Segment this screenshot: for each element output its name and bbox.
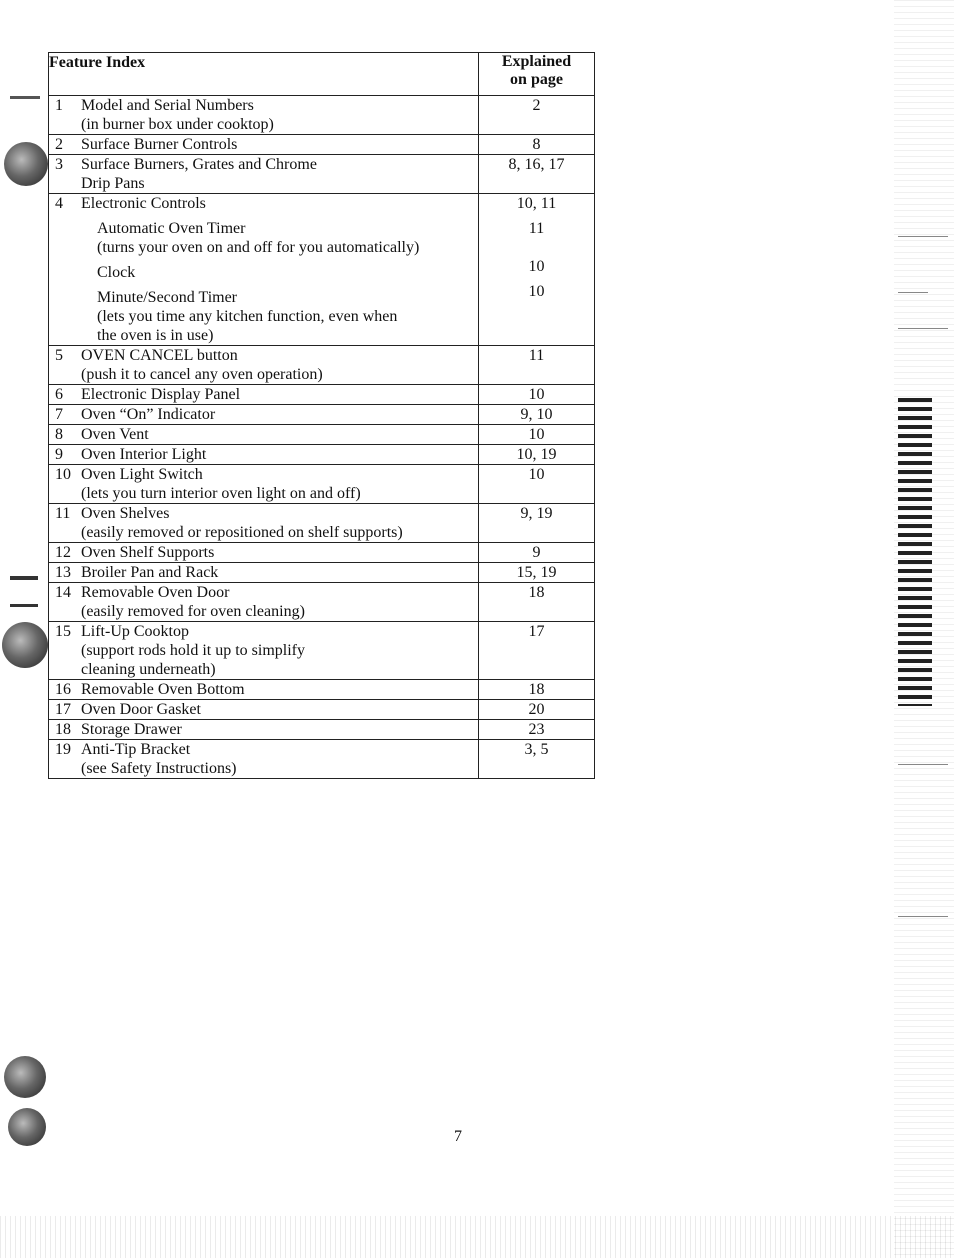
- table-row: [49, 543, 595, 563]
- page-cell: [479, 504, 595, 543]
- feature-cell: [49, 405, 479, 425]
- table-row: [49, 155, 595, 194]
- binding-mark: [10, 576, 38, 580]
- feature-line: [49, 155, 478, 174]
- punch-hole: [4, 142, 48, 186]
- feature-line: [49, 543, 478, 562]
- scan-tick: [898, 328, 948, 329]
- page-reference: 9: [532, 544, 541, 561]
- binding-mark: [10, 96, 40, 99]
- sub-feature-note: (lets you time any kitchen function, even when: [97, 308, 398, 325]
- table-row: [49, 700, 595, 720]
- page-reference: 11: [528, 347, 545, 364]
- feature-number: 18: [55, 721, 71, 738]
- table-row: [49, 563, 595, 583]
- page-cell: [479, 385, 595, 405]
- feature-line: [49, 622, 478, 641]
- feature-name: Electronic Display Panel: [81, 386, 241, 403]
- table-row: [49, 445, 595, 465]
- sub-feature-name: Automatic Oven Timer: [97, 220, 246, 237]
- feature-cell: [49, 583, 479, 622]
- feature-name: Oven Vent: [81, 426, 149, 443]
- punch-hole: [4, 1056, 46, 1098]
- feature-name: Oven Door Gasket: [81, 701, 201, 718]
- table-row: [49, 135, 595, 155]
- table-row: [49, 622, 595, 680]
- feature-name: Surface Burners, Grates and Chrome: [81, 156, 317, 173]
- scan-tick: [898, 236, 948, 237]
- feature-name: Lift-Up Cooktop: [81, 623, 189, 640]
- feature-number: 9: [55, 446, 63, 463]
- page-reference: 20: [528, 701, 545, 718]
- feature-line: [49, 425, 478, 444]
- feature-cell: [49, 740, 479, 779]
- feature-name: Oven Shelves: [81, 505, 170, 522]
- feature-line: [49, 135, 478, 154]
- feature-name: Oven “On” Indicator: [81, 406, 216, 423]
- feature-number: 5: [55, 347, 63, 364]
- sub-feature-note: (turns your oven on and off for you automatically): [97, 239, 420, 256]
- feature-number: 10: [55, 466, 71, 483]
- table-row: [49, 680, 595, 700]
- sub-feature: [49, 219, 478, 257]
- scan-bottom-noise: [0, 1216, 954, 1258]
- feature-note: cleaning underneath): [81, 661, 216, 678]
- feature-note: (lets you turn interior oven light on and off): [81, 485, 361, 502]
- punch-hole: [8, 1108, 46, 1146]
- sub-feature: [49, 288, 478, 345]
- table-row: [49, 504, 595, 543]
- page-reference: 10: [528, 386, 545, 403]
- feature-number: 3: [55, 156, 63, 173]
- feature-line: [49, 96, 478, 115]
- feature-note: (easily removed or repositioned on shelf supports): [81, 524, 403, 541]
- feature-number: 4: [55, 195, 63, 212]
- page-reference: 2: [532, 97, 541, 114]
- page-cell: [479, 346, 595, 385]
- feature-line: [49, 385, 478, 404]
- feature-name: Oven Shelf Supports: [81, 544, 215, 561]
- page-cell: [479, 155, 595, 194]
- page-cell: [479, 680, 595, 700]
- feature-cell: [49, 680, 479, 700]
- feature-number: 14: [55, 584, 71, 601]
- feature-number: 19: [55, 741, 71, 758]
- page-cell: [479, 135, 595, 155]
- feature-line: [49, 445, 478, 464]
- page-reference: 11: [528, 220, 545, 237]
- page-cell: [479, 96, 595, 135]
- page-cell: [479, 740, 595, 779]
- feature-line: [49, 194, 478, 213]
- feature-name: Broiler Pan and Rack: [81, 564, 219, 581]
- scan-tick: [898, 916, 948, 917]
- page-reference: 10, 19: [516, 446, 557, 463]
- scan-edge-marks: [898, 398, 932, 706]
- feature-cell: [49, 445, 479, 465]
- feature-name: OVEN CANCEL button: [81, 347, 238, 364]
- feature-cell: [49, 194, 479, 346]
- table-row: [49, 346, 595, 385]
- feature-cell: [49, 385, 479, 405]
- page-reference: 9, 10: [520, 406, 553, 423]
- feature-number: 15: [55, 623, 71, 640]
- feature-name: Oven Interior Light: [81, 446, 207, 463]
- page-reference: 15, 19: [516, 564, 557, 581]
- sub-feature-name: Minute/Second Timer: [97, 289, 238, 306]
- sub-feature-note: the oven is in use): [97, 327, 214, 344]
- table-row: [49, 465, 595, 504]
- feature-cell: [49, 543, 479, 563]
- feature-cell: [49, 96, 479, 135]
- page-cell: [479, 700, 595, 720]
- feature-note: (see Safety Instructions): [81, 760, 237, 777]
- feature-number: 12: [55, 544, 71, 561]
- feature-number: 6: [55, 386, 63, 403]
- table-header-row: [49, 53, 595, 96]
- feature-cell: [49, 622, 479, 680]
- feature-number: 16: [55, 681, 71, 698]
- page-reference: 10, 11: [516, 195, 557, 212]
- feature-name: Removable Oven Door: [81, 584, 230, 601]
- page-reference: 9, 19: [520, 505, 553, 522]
- page-cell: [479, 425, 595, 445]
- feature-number: 7: [55, 406, 63, 423]
- page-reference: 18: [528, 584, 545, 601]
- feature-line: [49, 405, 478, 424]
- feature-cell: [49, 720, 479, 740]
- page-cell: [479, 720, 595, 740]
- feature-name: Oven Light Switch: [81, 466, 203, 483]
- feature-number: 17: [55, 701, 71, 718]
- feature-line: [49, 465, 478, 484]
- feature-note: (in burner box under cooktop): [81, 116, 274, 133]
- page-number: 7: [454, 1128, 462, 1145]
- table-row: [49, 405, 595, 425]
- feature-line: [49, 680, 478, 699]
- feature-line: [49, 504, 478, 523]
- page-reference: 10: [528, 426, 545, 443]
- page-cell: [479, 622, 595, 680]
- page-cell: [479, 563, 595, 583]
- page-reference: 17: [528, 623, 545, 640]
- table-row: [49, 96, 595, 135]
- feature-line: [49, 740, 478, 759]
- page-cell: [479, 194, 595, 346]
- feature-index-header: Feature Index: [49, 53, 479, 96]
- explained-on-page-header: Explained on page: [479, 53, 595, 96]
- page-reference: 23: [528, 721, 545, 738]
- page-cell: [479, 445, 595, 465]
- page-reference: 3, 5: [524, 741, 549, 758]
- feature-cell: [49, 465, 479, 504]
- feature-number: 2: [55, 136, 63, 153]
- feature-index-table: [48, 52, 595, 779]
- page-reference: 10: [528, 283, 545, 300]
- page-reference: 8, 16, 17: [508, 156, 565, 173]
- table-row: [49, 425, 595, 445]
- page-reference: 10: [528, 258, 545, 275]
- table-row: [49, 583, 595, 622]
- feature-number: 13: [55, 564, 71, 581]
- scan-tick: [898, 292, 928, 293]
- page-reference: 8: [532, 136, 541, 153]
- feature-cell: [49, 425, 479, 445]
- page-reference: 18: [528, 681, 545, 698]
- feature-name: Storage Drawer: [81, 721, 182, 738]
- page-cell: [479, 583, 595, 622]
- page-cell: [479, 543, 595, 563]
- feature-number: 1: [55, 97, 63, 114]
- feature-line: [49, 583, 478, 602]
- table-row: [49, 720, 595, 740]
- feature-note: (support rods hold it up to simplify: [81, 642, 305, 659]
- page-reference: 10: [528, 466, 545, 483]
- feature-line: [49, 720, 478, 739]
- table-row: [49, 385, 595, 405]
- feature-number: 8: [55, 426, 63, 443]
- feature-name: Removable Oven Bottom: [81, 681, 245, 698]
- sub-feature-name: Clock: [97, 264, 136, 281]
- feature-line: [49, 700, 478, 719]
- punch-hole: [2, 622, 48, 668]
- sub-feature: [49, 263, 478, 282]
- feature-line: [49, 346, 478, 365]
- feature-note: (easily removed for oven cleaning): [81, 603, 305, 620]
- scan-tick: [898, 764, 948, 765]
- feature-note: (push it to cancel any oven operation): [81, 366, 323, 383]
- binding-mark: [10, 604, 38, 607]
- feature-name: Model and Serial Numbers: [81, 97, 254, 114]
- feature-name: Surface Burner Controls: [81, 136, 238, 153]
- feature-number: 11: [55, 505, 71, 522]
- feature-cell: [49, 700, 479, 720]
- page-cell: [479, 465, 595, 504]
- feature-cell: [49, 563, 479, 583]
- feature-cell: [49, 155, 479, 194]
- feature-note: Drip Pans: [81, 175, 145, 192]
- table-row: [49, 194, 595, 346]
- feature-cell: [49, 504, 479, 543]
- page-cell: [479, 405, 595, 425]
- feature-name: Electronic Controls: [81, 195, 206, 212]
- feature-line: [49, 563, 478, 582]
- table-row: [49, 740, 595, 779]
- feature-name: Anti-Tip Bracket: [81, 741, 191, 758]
- feature-cell: [49, 346, 479, 385]
- feature-cell: [49, 135, 479, 155]
